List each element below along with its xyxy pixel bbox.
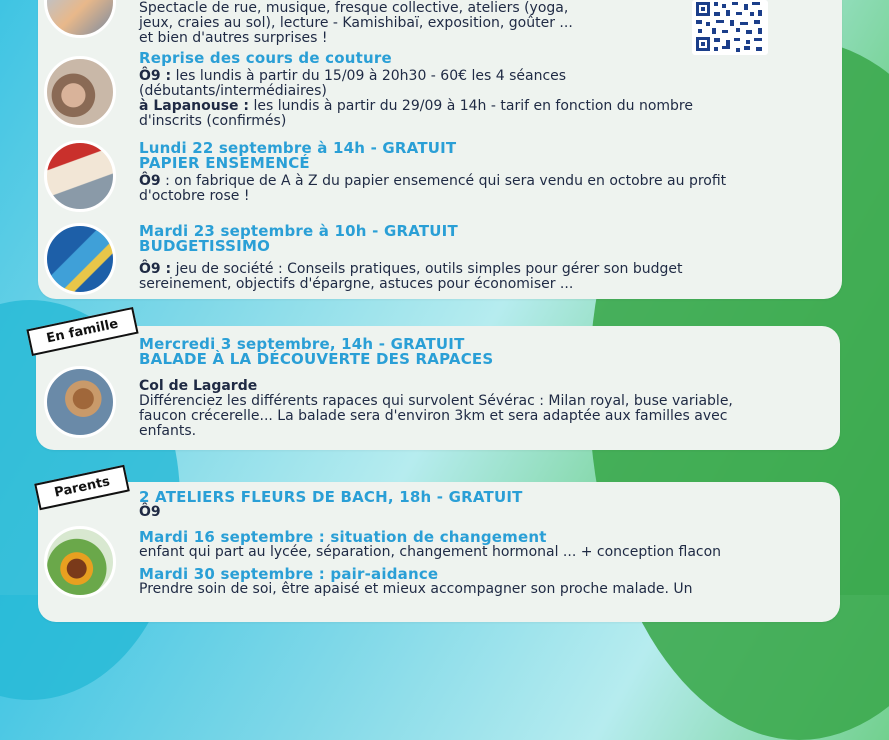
budget-date-title: Mardi 23 septembre à 10h - GRATUIT: [139, 222, 458, 240]
session-2-title: Mardi 30 septembre : pair-aidance: [139, 565, 439, 583]
session-2-text: Prendre soin de soi, être apaisé et mieux accompagner son proche malade. Un: [139, 581, 693, 597]
couture-o9-line: Ô9 : les lundis à partir du 15/09 à 20h30 - 60€ les 4 séances: [139, 68, 567, 84]
famille-text-3: enfants.: [139, 423, 197, 439]
parents-title: 2 ATELIERS FLEURS DE BACH, 18h - GRATUIT: [139, 488, 523, 506]
famille-date-title: Mercredi 3 septembre, 14h - GRATUIT: [139, 335, 465, 353]
couture-title: Reprise des cours de couture: [139, 49, 392, 67]
qr-code-icon: [692, 0, 768, 55]
festival-line-2: jeux, craies au sol), lecture - Kamishibaï, exposition, goûter ...: [139, 15, 573, 31]
papier-description: Ô9 : on fabrique de A à Z du papier ensemencé qui sera vendu en octobre au profit: [139, 173, 727, 189]
budget-event-title: BUDGETISSIMO: [139, 237, 271, 255]
famille-text-2: faucon crécerelle... La balade sera d'environ 3km et sera adaptée aux familles avec: [139, 408, 728, 424]
couture-o9-line-2: (débutants/intermédiaires): [139, 83, 327, 99]
bach-flowers-photo: [44, 526, 116, 598]
festival-line-3: et bien d'autres surprises !: [139, 30, 328, 46]
papier-event-title: PAPIER ENSEMENCÉ: [139, 154, 310, 172]
session-1-title: Mardi 16 septembre : situation de changement: [139, 528, 547, 546]
famille-text-1: Différenciez les différents rapaces qui survolent Sévérac : Milan royal, buse variable,: [139, 393, 733, 409]
raptor-photo: [44, 366, 116, 438]
parents-ribbon: Parents: [34, 465, 130, 511]
couture-lapanouse-line: à Lapanouse : les lundis à partir du 29/09 à 14h - tarif en fonction du nombre: [139, 98, 693, 114]
famille-event-title: BALADE À LA DÉCOUVERTE DES RAPACES: [139, 350, 494, 368]
budget-description-2: sereinement, objectifs d'épargne, astuces pour économiser ...: [139, 276, 574, 292]
board-game-photo: [44, 223, 116, 295]
en-famille-ribbon: En famille: [26, 307, 138, 356]
parents-place: Ô9: [139, 504, 161, 520]
session-1-text: enfant qui part au lycée, séparation, changement hormonal ... + conception flacon: [139, 544, 722, 560]
festival-line-1: Spectacle de rue, musique, fresque collective, ateliers (yoga,: [139, 0, 569, 16]
budget-description: Ô9 : jeu de société : Conseils pratiques, outils simples pour gérer son budget: [139, 261, 683, 277]
papier-description-2: d'octobre rose !: [139, 188, 250, 204]
famille-place: Col de Lagarde: [139, 378, 258, 394]
paper-making-photo: [44, 140, 116, 212]
sewing-photo: [44, 56, 116, 128]
couture-lapanouse-line-2: d'inscrits (confirmés): [139, 113, 287, 129]
papier-date-title: Lundi 22 septembre à 14h - GRATUIT: [139, 139, 457, 157]
